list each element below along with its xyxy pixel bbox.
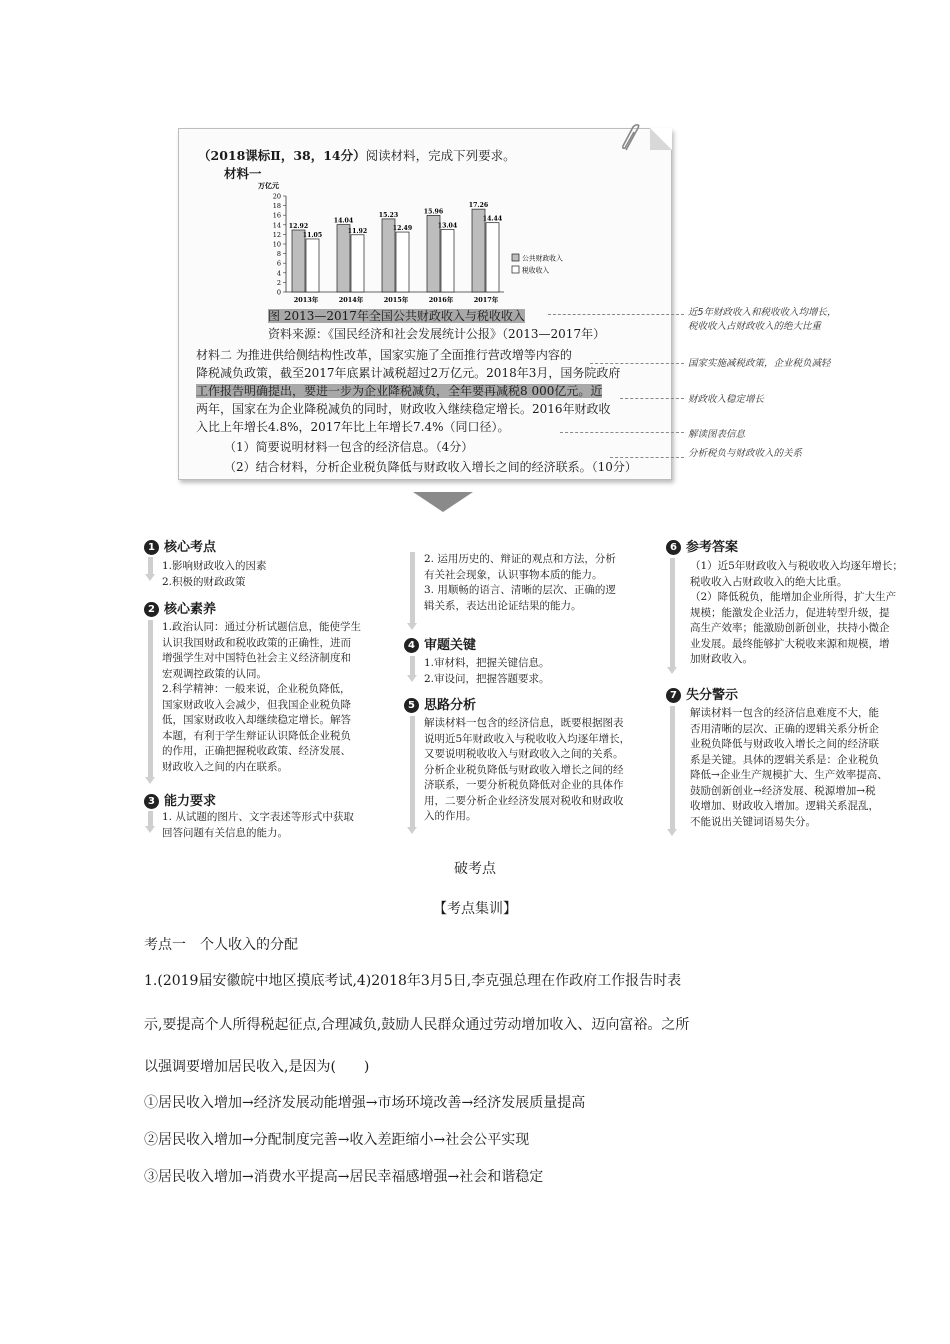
question-header — [198, 146, 516, 164]
material2-line: 降税减负政策，截至2017年底累计减税超过2万亿元。2018年3月，国务院政府 — [196, 366, 621, 380]
y-tick-label: 16 — [272, 211, 281, 220]
flow-arrow-icon — [670, 706, 675, 830]
chart-caption: 图 2013—2017年全国公共财政收入与税收收入 — [268, 309, 525, 323]
section-body: 1.审材料，把握关键信息。 2.审设问，把握答题要求。 — [424, 657, 550, 685]
flow-arrow-icon — [670, 558, 675, 668]
section-body: 1. 从试题的图片、文字表述等形式中获取 回答问题有关信息的能力。 — [162, 811, 354, 839]
flow-arrow-icon — [148, 557, 153, 575]
legend-swatch — [512, 254, 519, 261]
annotation-note: 分析税负与财政收入的关系 — [688, 448, 803, 459]
question-text: 1.(2019届安徽皖中地区摸底考试,4)2018年3月5日,李克强总理在作政府工作报告时表 — [144, 973, 682, 989]
x-tick-label: 2014年 — [338, 296, 364, 304]
paperclip-icon — [620, 124, 644, 152]
flow-arrow-icon — [410, 656, 415, 676]
section-body: 1.影响财政收入的因素 2.积极的财政政策 — [162, 560, 267, 588]
bar — [292, 230, 305, 292]
annotation-leader — [620, 398, 684, 399]
bar — [486, 223, 499, 292]
legend-label: 税收收入 — [522, 266, 550, 275]
flow-arrow-icon — [410, 716, 415, 828]
bar-value-label: 13.04 — [437, 222, 458, 230]
bar — [396, 232, 409, 292]
x-tick-label: 2015年 — [383, 296, 409, 304]
section-key-points: 4 审题关键 — [404, 634, 476, 653]
x-tick-label: 2016年 — [428, 296, 454, 304]
annotation-note: 国家实施减税政策，企业税负减轻 — [688, 358, 831, 369]
bar — [351, 235, 364, 292]
section-body: 解读材料一包含的经济信息难度不大，能 否用清晰的层次、正确的逻辑关系分析企 业税负降低与财政收入增长之间的经济联 系是关键。具体的逻辑关系是：企业税负 降低→企业生产规模扩大、生产效率提高、 鼓励创新创业→经济发展、税源增加→税 收增加、财政收入增加。逻辑关系混乱， 不能说出关键词语易失分。 — [690, 707, 888, 828]
bar — [441, 229, 454, 292]
bar-value-label: 17.26 — [468, 202, 489, 210]
y-tick-label: 10 — [272, 240, 281, 249]
flow-arrow-icon — [148, 811, 153, 827]
option-3: ③居民收入增加→消费水平提高→居民幸福感增强→社会和谐稳定 — [144, 1169, 544, 1185]
x-tick-label: 2013年 — [293, 296, 319, 304]
legend-swatch — [512, 266, 519, 273]
section-body: （1）近5年财政收入与税收收入均逐年增长； 税收收入占财政收入的绝大比重。 （2）降低税负，能增加企业所得，扩大生产 规模；能激发企业活力，促进转型升级，提 高生产效率；能激励创新创业，扶持小微企 业发展。最终能够扩大税收来源和规模，增 加财政收入。 — [690, 560, 903, 665]
section-body: 解读材料一包含的经济信息，既要根据图表 说明近5年财政收入与税收收入均逐年增长， 又要说明税收收入与财政收入之间的关系。 分析企业税负降低与财政收入增长之间的经 济联系，一要分析税负降低对企业的具体作 用，二要分析企业经济发展对税收和财政收 入的作用。 — [424, 717, 631, 822]
section-core-point: 1 核心考点 — [144, 536, 216, 555]
data-source: 资料来源：《国民经济和社会发展统计公报》（2013—2017年） — [268, 327, 606, 341]
sub-heading: 【考点集训】 — [433, 901, 517, 917]
material2-line: 入比上年增长4.8%，2017年比上年增长7.4%（同口径）。 — [196, 420, 510, 434]
section-answer: 6 参考答案 — [666, 536, 738, 555]
question-text: 示,要提高个人所得税起征点,合理减负,鼓励人民群众通过劳动增加收入、迈向富裕。之所 — [144, 1017, 690, 1033]
annotation-leader — [610, 457, 684, 458]
material1-label: 材料一 — [224, 166, 262, 181]
annotation-note: 解读图表信息 — [688, 429, 746, 440]
annotation-note: 税收收入占财政收入的绝大比重 — [688, 321, 822, 332]
annotation-leader — [590, 363, 684, 364]
flow-arrow-icon — [410, 552, 415, 624]
card-corner-fold — [650, 128, 672, 150]
y-tick-label: 0 — [276, 288, 281, 297]
bar-value-label: 14.04 — [333, 217, 354, 225]
y-tick-label: 8 — [276, 250, 281, 259]
material2-line: 工作报告明确提出，要进一步为企业降税减负，全年要再减税8 000亿元。近 — [196, 384, 603, 398]
flow-arrow-icon — [148, 620, 153, 778]
question-source: （2018课标Ⅱ，38，14分） — [198, 148, 366, 163]
topic-title: 考点一 个人收入的分配 — [144, 937, 298, 953]
section-analysis: 5 思路分析 — [404, 694, 476, 713]
y-tick-label: 18 — [272, 202, 281, 211]
y-axis-label: 万亿元 — [258, 181, 279, 190]
bar-value-label: 11.92 — [347, 227, 368, 235]
section-core-literacy: 2 核心素养 — [144, 598, 216, 617]
y-tick-label: 2 — [276, 278, 281, 287]
annotation-leader — [560, 432, 684, 433]
option-2: ②居民收入增加→分配制度完善→收入差距缩小→社会公平实现 — [144, 1132, 530, 1148]
y-tick-label: 4 — [276, 269, 281, 278]
y-tick-label: 12 — [272, 230, 281, 239]
annotation-note: 财政收入稳定增长 — [688, 394, 765, 405]
question-text: 以强调要增加居民收入,是因为( ) — [144, 1059, 370, 1075]
section-ability: 3 能力要求 — [144, 790, 216, 809]
y-tick-label: 20 — [272, 192, 281, 201]
question-instruction: 阅读材料，完成下列要求。 — [365, 148, 516, 163]
bar-value-label: 11.05 — [302, 231, 323, 239]
annotation-note: 近5年财政收入和税收收入均增长， — [688, 307, 837, 318]
legend-label: 公共财政收入 — [522, 254, 563, 263]
page-heading: 破考点 — [454, 861, 496, 877]
down-arrow-icon — [413, 492, 473, 512]
material2-line: 两年，国家在为企业降税减负的同时，财政收入继续稳定增长。2016年财政收 — [196, 402, 611, 416]
bar-value-label: 12.92 — [288, 222, 309, 230]
section-warning: 7 失分警示 — [666, 684, 738, 703]
bar-value-label: 15.96 — [423, 208, 444, 216]
annotation-leader — [548, 314, 684, 315]
bar-chart — [252, 178, 563, 306]
section-body: 1.政治认同：通过分析试题信息，能使学生 认识我国财政和税收政策的正确性，进而 增强学生对中国特色社会主义经济制度和 宏观调控政策的认同。 2.科学精神：一般来说，企业税负降低， 国家财政收入会减少，但我国企业税负降 低，国家财政收入却继续稳定增长。解答 本题，有利于学生辩证认识降低企业税负 的作用，正确把握税收政策、经济发展、 财政收入之间的内在联系。 — [162, 621, 362, 773]
material2-line: 材料二 为推进供给侧结构性改革，国家实施了全面推行营改增等内容的 — [196, 348, 572, 362]
sub-question-2: （2）结合材料，分析企业税负降低与财政收入增长之间的经济联系。（10分） — [224, 460, 637, 474]
x-tick-label: 2017年 — [473, 296, 499, 304]
bar-value-label: 14.44 — [482, 215, 503, 223]
section-body: 2. 运用历史的、辩证的观点和方法，分析 有关社会现象，认识事物本质的能力。 3. 用顺畅的语言、清晰的层次、正确的逻 辑关系，表达出论证结果的能力。 — [424, 553, 616, 612]
y-tick-label: 14 — [272, 221, 281, 230]
option-1: ①居民收入增加→经济发展动能增强→市场环境改善→经济发展质量提高 — [144, 1095, 586, 1111]
bar-value-label: 15.23 — [378, 211, 399, 219]
y-tick-label: 6 — [276, 259, 281, 268]
bar-value-label: 12.49 — [392, 225, 413, 233]
bar — [306, 239, 319, 292]
sub-question-1: （1）简要说明材料一包含的经济信息。（4分） — [224, 440, 474, 454]
